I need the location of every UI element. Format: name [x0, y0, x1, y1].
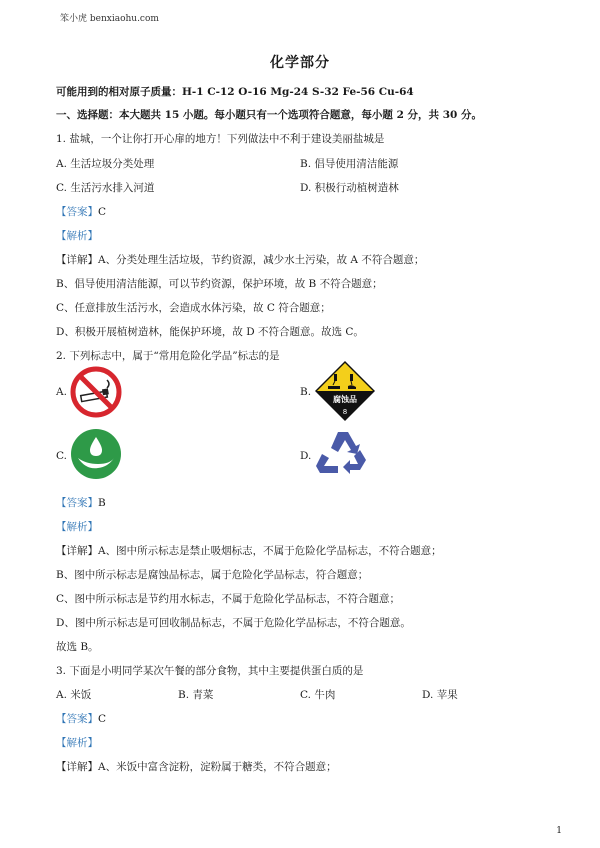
- answer-tag: 【答案】: [56, 497, 98, 509]
- q1-option-b: B. 倡导使用清洁能源: [300, 158, 399, 170]
- q3-analysis-tag: 【解析】: [56, 737, 98, 749]
- q1-analysis-tag: 【解析】: [56, 230, 98, 242]
- q1-option-a: A. 生活垃圾分类处理: [56, 158, 155, 170]
- answer-value: C: [98, 206, 107, 218]
- watermark: 笨小虎 benxiaohu.com: [60, 14, 159, 24]
- q2-option-d: D.: [300, 450, 312, 462]
- q2-detail-4: D、图中所示标志是可回收制品标志，不属于危险化学品标志，不符合题意。: [56, 617, 411, 629]
- q3-option-b: B. 青菜: [178, 689, 214, 701]
- corrosive-icon: [314, 360, 376, 422]
- answer-value: B: [98, 497, 106, 509]
- q2-option-a: A.: [56, 386, 67, 398]
- q1-detail-1: [56, 252, 424, 267]
- q1-detail-2: B、倡导使用清洁能源，可以节约资源，保护环境，故 B 不符合题意；: [56, 278, 383, 290]
- water-saving-icon: [70, 428, 122, 480]
- q2-detail-1: [56, 543, 442, 558]
- section-heading: 一、选择题：本大题共 15 小题。每小题只有一个选项符合题意，每小题 2 分，共 30 分。: [56, 109, 482, 121]
- q1-detail-3: C、任意排放生活污水，会造成水体污染，故 C 符合题意；: [56, 302, 331, 314]
- q1-detail-4: D、积极开展植树造林，能保护环境，故 D 不符合题意。故选 C。: [56, 326, 364, 338]
- q3-option-c: C. 牛肉: [300, 689, 336, 701]
- detail-tag: 【详解】: [56, 254, 98, 266]
- detail-text: A、米饭中富含淀粉，淀粉属于糖类，不符合题意；: [98, 761, 337, 773]
- q2-detail-2: B、图中所示标志是腐蚀品标志，属于危险化学品标志，符合题意；: [56, 569, 369, 581]
- q1-stem: 1. 盐城，一个让你打开心扉的地方！下列做法中不利于建设美丽盐城是: [56, 133, 385, 145]
- q1-option-d: D. 积极行动植树造林: [300, 182, 399, 194]
- recycle-icon: [316, 428, 370, 478]
- q2-detail-3: C、图中所示标志是节约用水标志，不属于危险化学品标志，不符合题意；: [56, 593, 401, 605]
- no-smoking-icon: [70, 366, 122, 418]
- corrosive-class: 8: [342, 408, 348, 416]
- detail-tag: 【详解】: [56, 545, 98, 557]
- q3-detail-1: [56, 759, 337, 774]
- q3-stem: 3. 下面是小明同学某次午餐的部分食物，其中主要提供蛋白质的是: [56, 665, 364, 677]
- page-title: 化学部分: [270, 55, 330, 71]
- detail-text: A、图中所示标志是禁止吸烟标志，不属于危险化学品标志，不符合题意；: [98, 545, 442, 557]
- corrosive-label: 腐蚀品: [333, 395, 357, 404]
- answer-tag: 【答案】: [56, 713, 98, 725]
- q2-stem: 2. 下列标志中，属于“常用危险化学品”标志的是: [56, 350, 280, 362]
- q1-option-c: C. 生活污水排入河道: [56, 182, 155, 194]
- detail-tag: 【详解】: [56, 761, 98, 773]
- q3-option-d: D. 苹果: [422, 689, 458, 701]
- q3-option-a: A. 米饭: [56, 689, 92, 701]
- q2-option-b: B.: [300, 386, 312, 398]
- atomic-masses: 可能用到的相对原子质量：H-1 C-12 O-16 Mg-24 S-32 Fe-56 Cu-64: [56, 86, 414, 98]
- q2-conclusion: 故选 B。: [56, 641, 99, 653]
- q1-answer: [56, 204, 106, 219]
- q2-option-c: C.: [56, 450, 67, 462]
- answer-value: C: [98, 713, 107, 725]
- q2-analysis-tag: 【解析】: [56, 521, 98, 533]
- detail-text: A、分类处理生活垃圾，节约资源，减少水土污染，故 A 不符合题意；: [98, 254, 425, 266]
- answer-tag: 【答案】: [56, 206, 98, 218]
- q2-answer: [56, 495, 106, 510]
- page-number: 1: [556, 826, 562, 836]
- q3-answer: [56, 711, 106, 726]
